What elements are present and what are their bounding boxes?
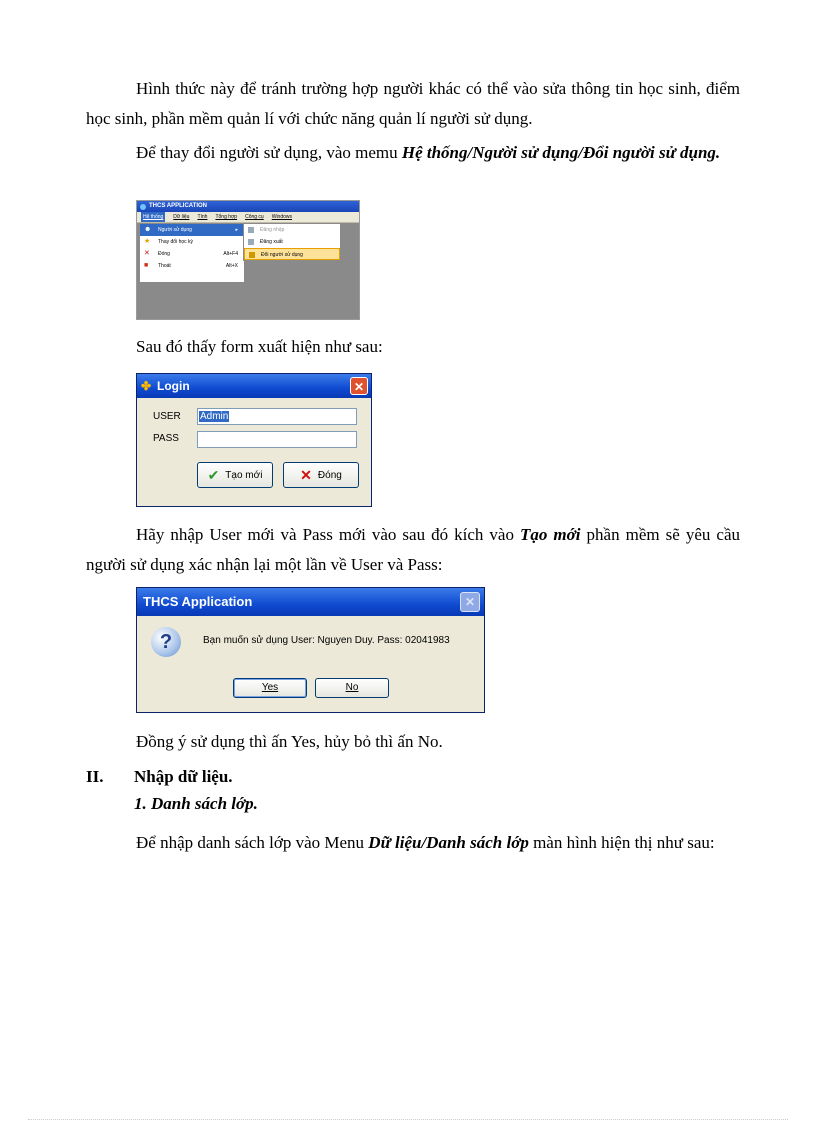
user-label: USER xyxy=(153,411,181,422)
menu-he-thong[interactable]: Hệ thống xyxy=(143,214,164,220)
paragraph-text: Để nhập danh sách lớp vào Menu xyxy=(136,833,369,852)
no-button[interactable]: No xyxy=(315,678,389,698)
menu-path: Dữ liệu/Danh sách lớp xyxy=(368,833,529,852)
menu-item-thoat[interactable] xyxy=(140,260,244,272)
logout-icon xyxy=(248,239,254,245)
menu-tong-hop[interactable]: Tổng hợp xyxy=(215,214,238,220)
section-heading xyxy=(86,762,740,792)
close-icon: ✕ xyxy=(300,466,312,483)
paragraph-form-appears: Sau đó thấy form xuất hiện như sau: xyxy=(136,337,383,356)
confirm-titlebar xyxy=(137,588,484,616)
users-icon: ☻ xyxy=(144,226,152,233)
submenu xyxy=(243,223,341,261)
confirm-title: THCS Application xyxy=(143,594,253,609)
menu-screenshot xyxy=(136,200,360,320)
paragraph-intro: Hình thức này để tránh trường hợp người khác có thể vào sửa thông tin học sinh, điểm học sinh, phần mềm quản lí với chức năng quản lí người sử dụng. xyxy=(86,79,740,128)
switch-user-icon xyxy=(249,252,255,258)
paragraph-text: Hãy nhập User mới và Pass mới vào sau đó kích vào xyxy=(136,525,521,544)
submenu-item-dang-nhap[interactable] xyxy=(244,224,340,236)
menu-du-lieu[interactable]: Dữ liệu xyxy=(173,214,190,220)
paragraph-change-user xyxy=(86,138,740,168)
question-icon: ? xyxy=(151,627,181,657)
paragraph-text: Để thay đổi người sử dụng, vào memu xyxy=(136,143,402,162)
page-bottom-border xyxy=(28,1119,788,1120)
menu-item-label: Đóng xyxy=(158,251,170,257)
confirm-dialog xyxy=(136,587,485,713)
submenu-item-dang-xuat[interactable] xyxy=(244,236,340,248)
menu-item-shortcut: Alt+X xyxy=(225,263,238,269)
submenu-arrow-icon: ▸ xyxy=(235,227,238,233)
submenu-item-label: Đăng xuất xyxy=(260,239,283,245)
close-form-label: Đóng xyxy=(317,469,342,481)
paragraph-class-list xyxy=(86,828,740,858)
confirm-message: Bạn muốn sử dụng User: Nguyen Duy. Pass: 02041983 xyxy=(203,635,450,646)
create-new-button[interactable] xyxy=(197,462,273,488)
menu-item-dong[interactable] xyxy=(140,248,244,260)
paragraph-agree: Đồng ý sử dụng thì ấn Yes, hủy bỏ thì ấn No. xyxy=(136,732,443,751)
menubar xyxy=(137,212,359,223)
app-logo-icon: ✤ xyxy=(141,379,152,393)
close-button-disabled: ✕ xyxy=(460,592,480,612)
menu-cong-cu[interactable]: Công cụ xyxy=(245,214,264,220)
login-icon xyxy=(248,227,254,233)
menu-item-thay-doi-hoc-ky[interactable] xyxy=(140,236,244,248)
menu-path: Hệ thống/Người sử dụng/Đổi người sử dụng. xyxy=(401,143,721,162)
close-button[interactable]: ✕ xyxy=(350,377,368,395)
close-form-button[interactable] xyxy=(283,462,359,488)
submenu-item-doi-nguoi-su-dung[interactable] xyxy=(244,248,340,260)
paragraph-text: phần mềm sẽ yêu cầu người sử dụng xác nhận lại một lần về User và Pass: xyxy=(86,525,740,574)
app-icon xyxy=(140,204,146,210)
user-input-value: Admin xyxy=(200,411,229,422)
menu-tinh[interactable]: Tính xyxy=(197,214,208,220)
menu-item-label: Người sử dụng xyxy=(158,227,192,233)
app-title: THCS APPLICATION xyxy=(149,203,207,209)
login-titlebar xyxy=(137,374,371,398)
section-number: II. xyxy=(86,767,104,786)
close-icon: ✕ xyxy=(144,250,150,257)
menu-item-shortcut: Alt+F4 xyxy=(223,251,238,257)
user-input[interactable] xyxy=(197,408,357,425)
yes-button[interactable]: Yes xyxy=(233,678,307,698)
create-new-label: Tạo mới xyxy=(225,469,263,481)
app-titlebar xyxy=(137,201,359,212)
menu-item-nguoi-su-dung[interactable] xyxy=(140,224,244,236)
menu-item-label: Thay đổi học kỳ xyxy=(158,239,194,245)
check-icon: ✔ xyxy=(207,466,220,483)
login-dialog xyxy=(136,373,372,507)
section-title: Nhập dữ liệu. xyxy=(134,767,233,786)
pass-input[interactable] xyxy=(197,431,357,448)
dropdown-menu xyxy=(139,223,245,283)
star-icon: ★ xyxy=(144,238,151,245)
login-title: Login xyxy=(157,379,190,393)
create-new-ref: Tạo mới xyxy=(520,525,581,544)
paragraph-text: màn hình hiện thị như sau: xyxy=(528,833,715,852)
submenu-item-label: Đổi người sử dụng xyxy=(261,252,303,258)
pass-label: PASS xyxy=(153,433,179,444)
menu-windows[interactable]: Windows xyxy=(271,214,293,220)
submenu-item-label: Đăng nhập xyxy=(260,227,285,233)
subsection-heading: 1. Danh sách lớp. xyxy=(134,794,258,813)
exit-icon: ■ xyxy=(144,262,149,269)
paragraph-enter-new xyxy=(86,520,740,580)
menu-item-label: Thoát xyxy=(158,263,171,269)
